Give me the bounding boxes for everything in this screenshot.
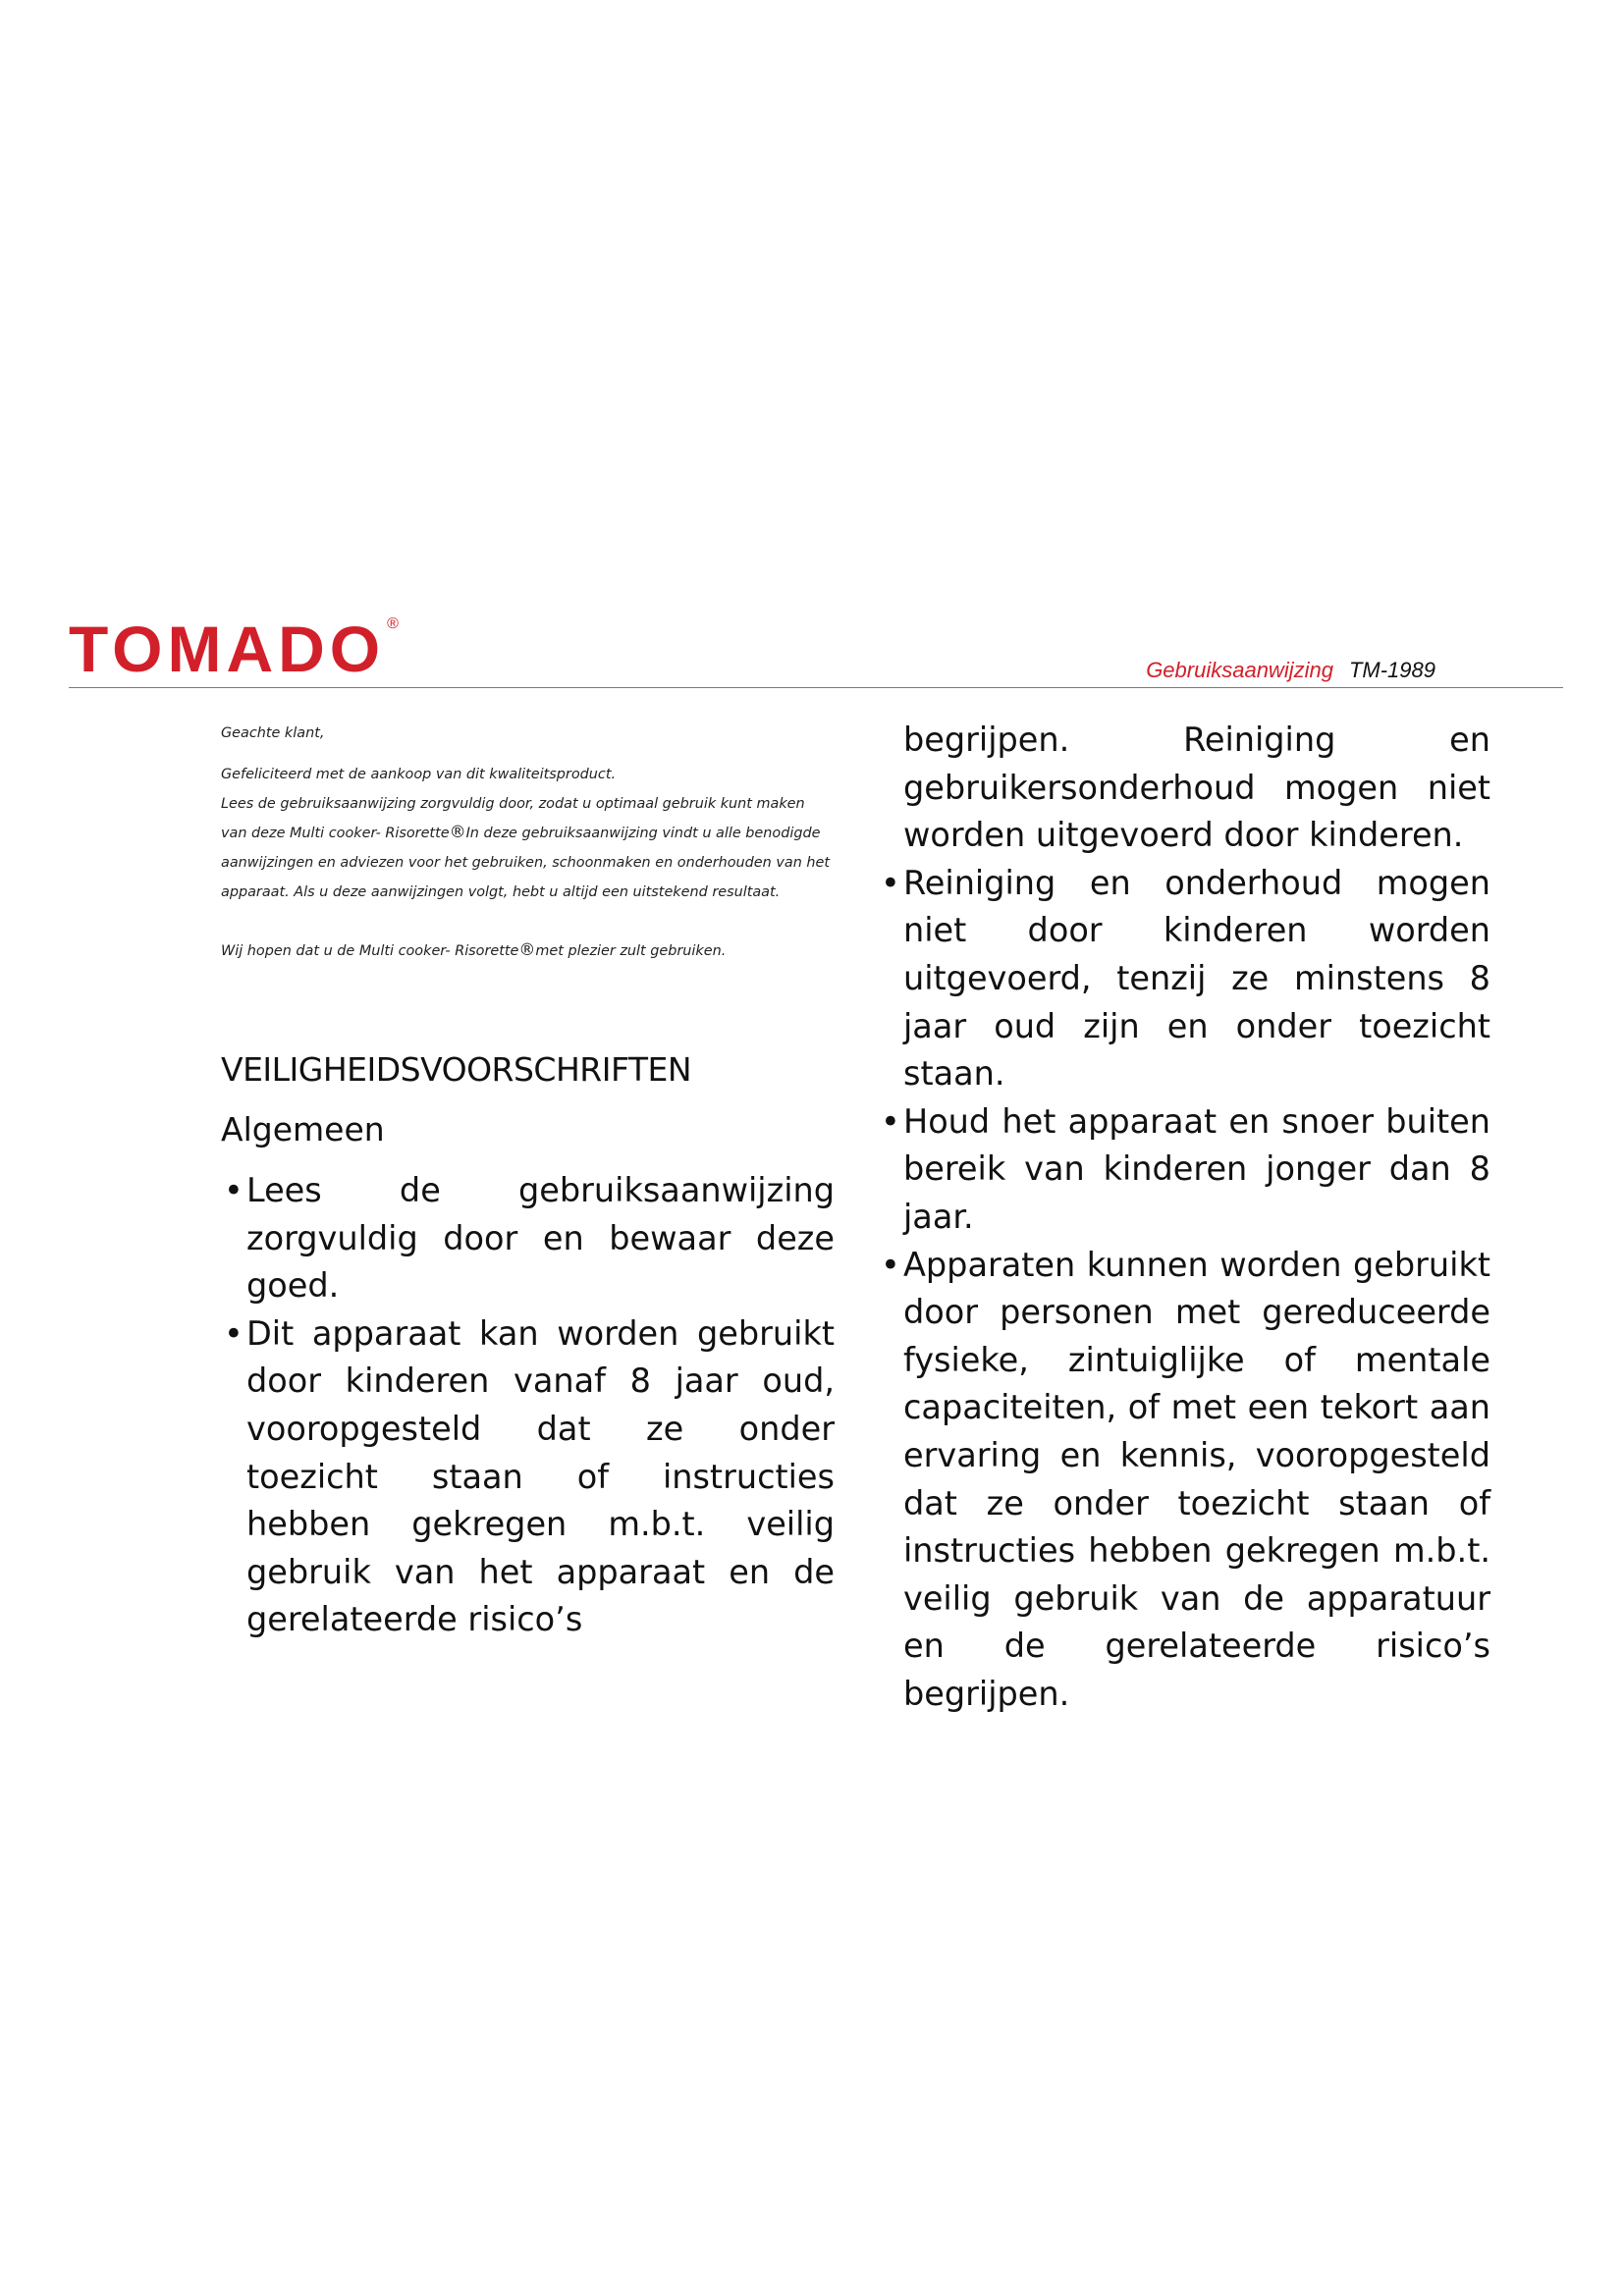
bullet-icon: • <box>224 1171 244 1209</box>
intro-closing <box>221 936 830 966</box>
document-header <box>1146 658 1435 683</box>
safety-column-left <box>221 1167 835 1644</box>
model-number: TM-1989 <box>1348 658 1435 682</box>
list-item-text: Houd het apparaat en snoer buiten bereik van kinderen jonger dan 8 jaar. <box>903 1101 1490 1236</box>
list-item <box>878 860 1490 1098</box>
list-item-text: Lees de gebruiksaanwijzing zorgvuldig door en bewaar deze goed. <box>246 1171 835 1306</box>
intro-instructions <box>221 789 830 907</box>
intro-congratulations: Gefeliciteerd met de aankoop van dit kwaliteitsproduct. <box>221 767 617 782</box>
list-item-text: Dit apparaat kan worden gebruikt door kinderen vanaf 8 jaar oud, vooropgesteld dat ze onder toezicht staan of instructies hebben gekregen m.b.t. veilig gebruik van het apparaat en de gerelateerde risico’s <box>246 1313 835 1639</box>
intro-letter <box>221 719 830 966</box>
intro-instructions-part1: Lees de gebruiksaanwijzing zorgvuldig door, zodat u optimaal gebruik kunt maken van deze Multi cooker- Risorette <box>221 796 805 841</box>
intro-closing-part2: met plezier zult gebruiken. <box>535 943 727 959</box>
intro-greeting: Geachte klant, <box>221 725 325 741</box>
brand-logo <box>69 613 399 685</box>
list-item <box>221 1310 835 1644</box>
safety-column-right <box>878 717 1490 1718</box>
bullet-icon: • <box>881 863 900 902</box>
brand-logo-text: TOMADO <box>69 613 386 685</box>
header-divider <box>69 687 1563 688</box>
list-item <box>878 1098 1490 1242</box>
registered-mark: ® <box>387 615 399 632</box>
list-item-continuation: begrijpen. Reiniging en gebruikersonderhoud mogen niet worden uitgevoerd door kinderen. <box>903 721 1490 855</box>
list-item-text: Reiniging en onderhoud mogen niet door kinderen worden uitgevoerd, tenzij ze minstens 8 jaar oud zijn en onder toezicht staan. <box>903 863 1490 1094</box>
safety-heading: VEILIGHEIDSVOORSCHRIFTEN <box>221 1050 692 1089</box>
list-item <box>221 1167 835 1310</box>
registered-mark-inline-2: ® <box>518 940 536 960</box>
intro-instructions-part2: In deze gebruiksaanwijzing vindt u alle benodigde aanwijzingen en adviezen voor het gebruiken, schoonmaken en onderhouden van het apparaat. Als u deze aanwijzingen volgt, hebt u altijd een uitstekend resultaat. <box>221 826 831 900</box>
safety-subheading: Algemeen <box>221 1110 385 1148</box>
intro-closing-part1: Wij hopen dat u de Multi cooker- Risorette <box>221 943 519 959</box>
list-item-text: Apparaten kunnen worden gebruikt door personen met gereduceerde fysieke, zintuiglijke of mentale capaciteiten, of met een tekort aan ervaring en kennis, vooropgesteld dat ze onder toezicht staan of instructies hebben gekregen m.b.t. veilig gebruik van de apparatuur en de gerelateerde risico’s begrijpen. <box>903 1245 1490 1713</box>
bullet-icon: • <box>881 1245 900 1284</box>
registered-mark-inline: ® <box>449 823 466 842</box>
bullet-icon: • <box>224 1313 244 1353</box>
bullet-icon: • <box>881 1101 900 1141</box>
document-label: Gebruiksaanwijzing <box>1146 658 1333 682</box>
list-item <box>878 1242 1490 1719</box>
